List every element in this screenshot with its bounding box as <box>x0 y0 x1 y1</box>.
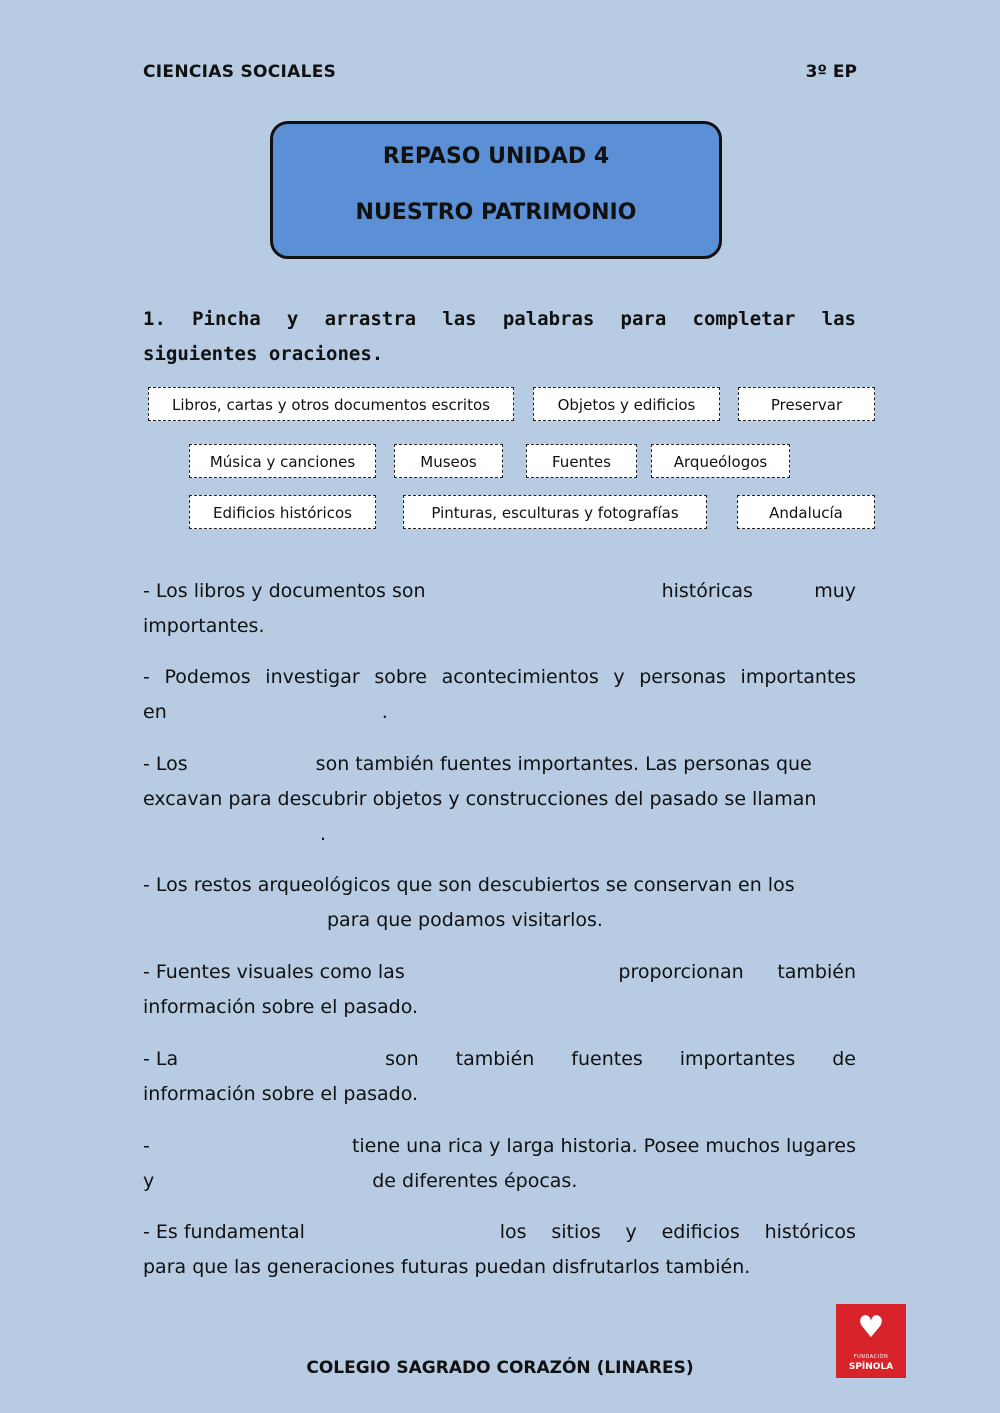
word-chip-pinturas[interactable]: Pinturas, esculturas y fotografías <box>403 495 707 529</box>
drop-slot-9[interactable] <box>154 1169 372 1195</box>
sentence-text: - Es fundamental <box>143 1221 305 1243</box>
drop-slot-7[interactable] <box>178 1047 348 1073</box>
logo-name-label: SPÍNOLA <box>848 1362 894 1372</box>
sentence-text: importantes <box>679 1048 796 1070</box>
sentence-text: son también fuentes importantes. Las personas que <box>315 753 812 775</box>
sentence-4 <box>143 868 856 938</box>
sentence-text: excavan para descubrir objetos y construcciones del pasado se llaman <box>143 788 817 810</box>
drop-slot-1[interactable] <box>426 579 662 605</box>
title-box <box>270 121 722 259</box>
sentence-text: sitios <box>551 1221 601 1243</box>
sentence-text: información sobre el pasado. <box>143 1083 419 1105</box>
sentence-text: los <box>499 1221 527 1243</box>
sentence-text: edificios <box>661 1221 740 1243</box>
sentence-text: . <box>381 701 388 723</box>
sentence-text: - Podemos investigar sobre acontecimientos y personas importantes <box>143 666 856 688</box>
sentence-6 <box>143 1042 856 1112</box>
word-chip-libros[interactable]: Libros, cartas y otros documentos escritos <box>148 387 514 421</box>
sentence-text: de <box>832 1048 856 1070</box>
sentence-text: - <box>143 1135 150 1157</box>
sentence-text: también <box>777 961 856 983</box>
exercise-instruction: 1. Pincha y arrastra las palabras para completar las siguientes oraciones. <box>143 308 856 365</box>
sentence-text: en <box>143 701 167 723</box>
logo-foundation-label: FUNDACIÓN <box>853 1354 889 1360</box>
school-footer: COLEGIO SAGRADO CORAZÓN (LINARES) <box>306 1358 694 1378</box>
sentence-text: - Los libros y documentos son <box>143 580 426 602</box>
word-chip-musica[interactable]: Música y canciones <box>189 444 376 478</box>
sentence-text: - Los <box>143 753 188 775</box>
grade-header: 3º EP <box>805 62 857 82</box>
sentence-text: son <box>385 1048 419 1070</box>
title-line-1: REPASO UNIDAD 4 <box>382 144 610 169</box>
word-chip-edificios-historicos[interactable]: Edificios históricos <box>189 495 376 529</box>
spinola-foundation-logo <box>836 1304 906 1378</box>
sentence-text: para que las generaciones futuras puedan disfrutarlos también. <box>143 1256 751 1278</box>
sentence-text: de diferentes épocas. <box>372 1170 578 1192</box>
word-chip-museos[interactable]: Museos <box>394 444 503 478</box>
word-chip-preservar[interactable]: Preservar <box>738 387 875 421</box>
title-line-2: NUESTRO PATRIMONIO <box>355 200 637 225</box>
sentence-text: y <box>143 1170 155 1192</box>
sentence-text: fuentes <box>571 1048 643 1070</box>
sentence-text: muy <box>814 580 856 602</box>
sentence-text: históricas <box>661 580 753 602</box>
sentence-8 <box>143 1215 856 1285</box>
word-chip-andalucia[interactable]: Andalucía <box>737 495 875 529</box>
drop-slot-5[interactable] <box>143 908 327 934</box>
subject-header: CIENCIAS SOCIALES <box>143 62 337 82</box>
word-chip-arqueologos[interactable]: Arqueólogos <box>651 444 790 478</box>
heart-logo-icon: ♥ <box>857 1310 885 1345</box>
sentence-text: tiene una rica y larga historia. Posee muchos lugares <box>351 1135 856 1157</box>
drop-slot-3[interactable] <box>188 752 316 778</box>
sentence-text: información sobre el pasado. <box>143 996 419 1018</box>
sentence-7 <box>143 1129 856 1199</box>
drop-slot-4[interactable] <box>143 822 320 848</box>
sentence-text: para que podamos visitarlos. <box>327 909 603 931</box>
sentence-text: proporcionan <box>618 961 744 983</box>
sentence-3 <box>143 747 856 852</box>
drop-slot-2[interactable] <box>167 700 382 726</box>
sentence-text: también <box>455 1048 535 1070</box>
drop-slot-8[interactable] <box>150 1134 300 1160</box>
drop-slot-6[interactable] <box>405 960 585 986</box>
sentence-text: - Los restos arqueológicos que son descubiertos se conservan en los <box>143 874 795 896</box>
drop-slot-10[interactable] <box>305 1220 475 1246</box>
sentence-text: históricos <box>764 1221 856 1243</box>
sentence-1 <box>143 574 856 644</box>
sentence-text: - La <box>143 1048 179 1070</box>
word-chip-objetos[interactable]: Objetos y edificios <box>533 387 720 421</box>
word-chip-fuentes[interactable]: Fuentes <box>526 444 637 478</box>
sentence-text: . <box>320 823 327 845</box>
sentence-text: - Fuentes visuales como las <box>143 961 405 983</box>
sentence-5 <box>143 955 856 1025</box>
sentence-text: y <box>625 1221 637 1243</box>
sentence-text: importantes. <box>143 615 265 637</box>
sentence-2 <box>143 660 856 730</box>
